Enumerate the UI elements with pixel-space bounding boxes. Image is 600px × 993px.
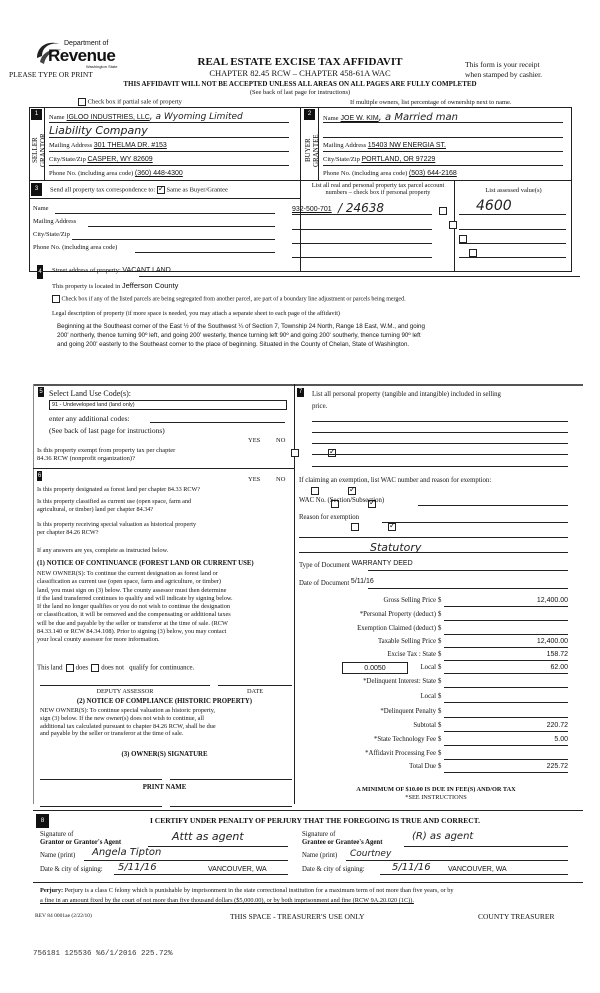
delinquent-interest-local-label: Local xyxy=(420,693,436,700)
section-8-number: 8 xyxy=(36,814,49,828)
grantee-city: VANCOUVER, WA xyxy=(448,866,507,873)
grantor-name-label: Name (print) xyxy=(40,852,76,859)
forest-land-question: Is this property designated as forest land per chapter 84.33 RCW? xyxy=(37,486,201,493)
wac-input[interactable] xyxy=(418,505,568,506)
yes-header: YES xyxy=(248,437,261,444)
deputy-assessor-signature-line[interactable] xyxy=(40,685,210,686)
yes-header: YES xyxy=(248,476,261,483)
exemption-claimed-input[interactable] xyxy=(444,625,568,635)
does-not-qualify-checkbox[interactable] xyxy=(91,664,99,672)
buyer-name-field[interactable]: Name JOE W. KIM, a Married man xyxy=(323,112,458,123)
owner-signature-line[interactable] xyxy=(40,779,162,780)
grantee-signature-line[interactable] xyxy=(404,846,568,847)
exempt-yes-checkbox[interactable] xyxy=(291,449,299,457)
land-use-label: Select Land Use Code(s): xyxy=(49,389,131,398)
notice-compliance-title: (2) NOTICE OF COMPLIANCE (HISTORIC PROPERTY) xyxy=(76,698,253,705)
delinquent-interest-state-input[interactable] xyxy=(444,678,568,688)
grantor-signature-label: Signature of Grantor or Grantor's Agent xyxy=(40,831,122,846)
county-row: This property is located in Jefferson County xyxy=(52,281,179,290)
grantor-date-handwritten: 5/11/16 xyxy=(118,862,157,873)
grantor-signature: Attt as agent xyxy=(172,830,244,843)
no-header: NO xyxy=(276,437,286,444)
seller-city-field[interactable]: City/State/Zip CASPER, WY 82609 xyxy=(49,156,153,163)
grantee-signature-label: Signature of Grantee or Grantee's Agent xyxy=(302,831,383,846)
does-qualify-checkbox[interactable] xyxy=(66,664,74,672)
seller-name-handwritten: , a Wyoming Limited xyxy=(149,112,243,122)
personal-property-line[interactable] xyxy=(312,454,568,455)
buyer-name-handwritten: , a Married man xyxy=(378,112,458,123)
grantee-date-label: Date & city of signing: xyxy=(302,866,365,873)
same-as-buyer-checkbox[interactable] xyxy=(157,186,165,194)
county-treasurer-label: COUNTY TREASURER xyxy=(478,912,555,921)
grantee-date-city-line[interactable] xyxy=(380,874,568,875)
grantee-signature: (R) as agent xyxy=(412,831,474,842)
parcel-handwritten: / 24638 xyxy=(338,201,385,215)
date-label: DATE xyxy=(246,688,264,695)
logo-dept-text: Department of xyxy=(64,40,109,47)
historical-question: Is this property receiving special valuation as historical property per chapter 84.26 RCW? xyxy=(37,521,197,536)
section-4-number: 4 xyxy=(37,265,43,279)
state-technology-fee-label: *State Technology Fee xyxy=(373,736,436,743)
buyer-grantee-label: BUYER GRANTEE xyxy=(304,134,320,167)
grantor-name-line[interactable] xyxy=(84,860,288,861)
notice-compliance-text: NEW OWNER(S): To continue special valuation as historic property, sign (3) below. If the new owner(s) does not wish to continue, all additional tax calculated pursuant to chapter 84.26 RCW, shall be due and payable by the seller or transferor at the time of sale. xyxy=(40,707,216,738)
seller-mailing-field[interactable]: Mailing Address 301 THELMA DR. #153 xyxy=(49,142,167,149)
additional-codes-label: enter any additional codes: xyxy=(49,414,130,423)
grantee-date-handwritten: 5/11/16 xyxy=(392,862,431,873)
exempt-question: Is this property exempt from property tax per chapter 84.36 RCW (nonprofit organization)? xyxy=(37,447,176,462)
seller-grantor-label: SELLER GRANTOR xyxy=(31,133,47,168)
county-value: Jefferson County xyxy=(121,281,179,290)
lower-box xyxy=(33,384,583,386)
see-back-note: (See back of last page for instructions) xyxy=(249,89,351,96)
affidavit-processing-fee-label: *Affidavit Processing Fee xyxy=(365,750,436,757)
taxable-selling-price-label: Taxable Selling Price xyxy=(377,638,436,645)
reason-input[interactable] xyxy=(382,522,568,523)
delinquent-interest-state-label: *Delinquent Interest: State xyxy=(363,678,436,685)
delinquent-interest-local-input[interactable] xyxy=(444,693,568,703)
delinquent-penalty-label: *Delinquent Penalty xyxy=(380,708,436,715)
corr-phone-input[interactable] xyxy=(135,252,275,253)
assessed-header: List assessed value(s) xyxy=(485,187,542,194)
section-2-number: 2 xyxy=(304,109,315,120)
buyer-mailing-field[interactable]: Mailing Address 15403 NW ENERGIA ST. xyxy=(323,142,446,149)
section-6-number: 6 xyxy=(37,473,42,479)
street-address-value: VACANT LAND xyxy=(122,267,171,274)
corr-mailing-label: Mailing Address xyxy=(33,218,77,225)
doc-date-row[interactable]: Date of Document 5/11/16 xyxy=(299,578,374,587)
grantee-name-line[interactable] xyxy=(346,860,568,861)
additional-codes-input[interactable] xyxy=(150,422,285,423)
historical-yes-checkbox[interactable] xyxy=(351,523,359,531)
assessor-date-line[interactable] xyxy=(218,685,292,686)
legal-line-3: and going 200' easterly to the Southeast corner to the place of beginning. Situated in the County of Chelan, State of Washington. xyxy=(57,341,410,348)
forest-yes-checkbox[interactable] xyxy=(311,487,319,495)
section-5-number: 5 xyxy=(39,389,43,395)
seller-name-value: IGLOO INDUSTRIES, LLC xyxy=(66,114,150,121)
partial-sale-row xyxy=(78,98,182,106)
parcel-header: List all real and personal property tax parcel account numbers – check box if personal property xyxy=(311,182,445,196)
state-technology-fee-input[interactable]: 5.00 xyxy=(444,736,568,746)
buyer-phone-field[interactable]: Phone No. (including area code) (503) 644-2168 xyxy=(323,170,457,177)
see-instructions-note: *SEE INSTRUCTIONS xyxy=(405,794,467,801)
segregated-checkbox[interactable] xyxy=(52,295,60,303)
owner-signature-line-2[interactable] xyxy=(170,779,292,780)
buyer-city-field[interactable]: City/State/Zip PORTLAND, OR 97229 xyxy=(323,156,436,163)
personal-property-checkbox[interactable] xyxy=(459,235,467,243)
personal-property-line[interactable] xyxy=(312,421,568,422)
delinquent-penalty-input[interactable] xyxy=(444,708,568,718)
personal-property-line[interactable] xyxy=(312,443,568,444)
taxable-selling-price-input[interactable]: 12,400.00 xyxy=(444,638,568,648)
excise-state-input[interactable]: 158.72 xyxy=(444,651,568,661)
legal-line-2: 200' northerly, thence turning 90º left, and going 200' westerly, thence turning left 90º and going 200' southerly, thence turning 90º left xyxy=(57,332,421,339)
grantor-signature-line[interactable] xyxy=(148,846,288,847)
doc-date-value: 5/11/16 xyxy=(350,578,374,585)
corr-name-input[interactable] xyxy=(55,213,275,214)
excise-local-label: Local xyxy=(420,664,436,671)
excise-local-input[interactable]: 62.00 xyxy=(444,664,568,674)
forest-no-checkbox[interactable] xyxy=(348,487,356,495)
personal-property-checkbox[interactable] xyxy=(469,249,477,257)
partial-sale-label: Check box if partial sale of property xyxy=(87,98,182,106)
personal-property-checkbox[interactable] xyxy=(449,221,457,229)
personal-property-deduct-input[interactable] xyxy=(444,611,568,621)
reason-handwritten: Statutory xyxy=(370,541,422,554)
legal-line-1: Beginning at the Southeast corner of the East ½ of the Southwest ¼ of Section 7, Township 24 North, Range 18 East, W.M., and going xyxy=(57,323,425,330)
partial-sale-checkbox[interactable] xyxy=(78,98,86,106)
grantee-name-label: Name (print) xyxy=(302,852,338,859)
receipt-note-2: when stamped by cashier. xyxy=(465,70,543,79)
grantor-city: VANCOUVER, WA xyxy=(208,866,267,873)
doc-type-value: WARRANTY DEED xyxy=(351,560,413,567)
receipt-note-1: This form is your receipt xyxy=(465,60,540,69)
grantor-date-label: Date & city of signing: xyxy=(40,866,103,873)
logo-state-text: Washington State xyxy=(86,64,118,69)
section5-see-back: (See back of last page for instructions) xyxy=(49,426,165,435)
assessed-value: 4600 xyxy=(476,198,512,214)
form-warning: THIS AFFIDAVIT WILL NOT BE ACCEPTED UNLESS ALL AREAS ON ALL PAGES ARE FULLY COMPLETED xyxy=(123,80,477,88)
personal-property-line[interactable] xyxy=(312,466,568,467)
current-use-question: Is this property classified as current use (open space, farm and agricultural, or timber) land per chapter 84.34? xyxy=(37,498,192,513)
print-name-label: PRINT NAME xyxy=(142,784,187,791)
historical-no-checkbox[interactable] xyxy=(388,523,396,531)
reason-label: Reason for exemption xyxy=(299,514,360,521)
corr-city-label: City/State/Zip xyxy=(33,231,70,238)
legal-description-label: Legal description of property (if more space is needed, you may attach a separate sheet to each page of the affidavit) xyxy=(52,310,340,317)
gross-selling-price-label: Gross Selling Price xyxy=(383,597,436,604)
revision-code: REV 84 0001ae (2/22/10) xyxy=(35,913,92,919)
parcel-number: 932-500-701 xyxy=(292,206,332,213)
land-use-select[interactable]: 91 - Undeveloped land (land only) xyxy=(49,400,287,410)
excise-state-label: Excise Tax : State xyxy=(387,651,436,658)
segregated-row: Check box if any of the listed parcels are being segregated from another parcel, are part of a boundary line adjustment or parcels being merged. xyxy=(52,295,406,303)
doc-type-row[interactable]: Type of Document WARRANTY DEED xyxy=(299,560,413,569)
personal-property-label: List all personal property (tangible and intangible) included in selling price. xyxy=(312,391,501,410)
gross-selling-price-input[interactable]: 12,400.00 xyxy=(444,597,568,607)
corr-phone-label: Phone No. (including area code) xyxy=(33,244,118,251)
personal-property-line[interactable] xyxy=(312,432,568,433)
exemption-label: If claiming an exemption, list WAC number and reason for exemption: xyxy=(299,477,492,484)
total-due-input[interactable]: 225.72 xyxy=(444,763,568,773)
subtotal-label: Subtotal xyxy=(413,722,436,729)
notice-continuance-text: NEW OWNER(S): To continue the current designation as forest land or classification as current use (open space, farm and agriculture, or timber) land, you must sign on (3) below. The county assessor must then determine if the land transferred continues to qualify and will indicate by signing below. If the land no longer qualifies or you do not wish to continue the designation or classification, it will be removed and the compensating or additional taxes will be due and payable by the seller or transferor at the time of sale. (RCW 84.33.140 or RCW 84.34.108). Prior to signing (3) below, you may contact your local county assessor for more information. xyxy=(37,570,233,644)
treasurer-stamp: 756181 125536 %6/1/2016 225.72% xyxy=(33,950,173,958)
send-correspondence-row: Send all property tax correspondence to: ✓ Same as Buyer/Grantee xyxy=(50,186,228,194)
street-address-field[interactable]: Street address of property: VACANT LAND xyxy=(52,267,171,274)
wac-label: WAC No. (Section/Subsection) xyxy=(299,497,385,504)
please-type: PLEASE TYPE OR PRINT xyxy=(9,70,93,79)
if-yes-instruction: If any answers are yes, complete as instructed below. xyxy=(37,547,169,554)
total-due-label: Total Due xyxy=(409,763,436,770)
notice-continuance-title: (1) NOTICE OF CONTINUANCE (FOREST LAND OR CURRENT USE) xyxy=(37,560,254,567)
owner-signature-title: (3) OWNER(S) SIGNATURE xyxy=(121,751,208,758)
print-name-line-2[interactable] xyxy=(170,806,292,807)
perjury-line-1: Perjury: Perjury is a class C felony which is punishable by imprisonment in the state correctional institution for a maximum term of not more than five years, or by xyxy=(40,887,454,894)
affidavit-processing-fee-input[interactable] xyxy=(444,750,568,760)
corr-name-label: Name xyxy=(33,205,49,212)
section-7-number: 7 xyxy=(298,389,303,395)
section-1-number: 1 xyxy=(31,109,42,120)
seller-phone-field[interactable]: Phone No. (including area code) (360) 448-4300 xyxy=(49,170,183,177)
form-chapter: CHAPTER 82.45 RCW – CHAPTER 458-61A WAC xyxy=(209,68,391,78)
grantor-date-city-line[interactable] xyxy=(114,874,288,875)
subtotal-input[interactable]: 220.72 xyxy=(444,722,568,732)
personal-property-deduct-label: *Personal Property (deduct) xyxy=(359,611,436,618)
deputy-assessor-label: DEPUTY ASSESSOR xyxy=(96,688,154,695)
section-3-number: 3 xyxy=(31,183,42,196)
minimum-due-note: A MINIMUM OF $10.00 IS DUE IN FEE(S) AND/OR TAX xyxy=(356,786,516,793)
corr-mailing-input[interactable] xyxy=(88,226,275,227)
perjury-line-2: a fine in an amount fixed by the court of not more than five thousand dollars ($5,000.00), or by both imprisonment and fine (RCW 9A.20.020 (1C)). xyxy=(40,897,414,904)
exemption-claimed-label: Exemption Claimed (deduct) xyxy=(357,625,436,632)
logo-revenue-text: Revenue xyxy=(48,46,116,65)
personal-property-checkbox[interactable] xyxy=(439,207,447,215)
local-rate-box[interactable]: 0.0050 xyxy=(342,662,408,674)
print-name-line[interactable] xyxy=(40,806,162,807)
multiple-owners-note: If multiple owners, list percentage of ownership next to name. xyxy=(350,99,512,106)
corr-city-input[interactable] xyxy=(72,239,275,240)
grantee-name-handwritten: Courtney xyxy=(350,849,392,859)
treasurer-space-label: THIS SPACE - TREASURER'S USE ONLY xyxy=(230,912,365,921)
grantor-name-handwritten: Angela Tipton xyxy=(92,847,162,858)
no-header: NO xyxy=(276,476,286,483)
seller-name-handwritten-2: Liability Company xyxy=(49,124,148,137)
buyer-name-value: JOE W. KIM xyxy=(340,115,379,122)
form-title: REAL ESTATE EXCISE TAX AFFIDAVIT xyxy=(197,56,403,68)
seller-name-field[interactable]: Name IGLOO INDUSTRIES, LLC, a Wyoming Limited xyxy=(49,112,243,122)
continuance-row: This land does does not qualify for continuance. xyxy=(37,664,195,672)
certify-statement: I CERTIFY UNDER PENALTY OF PERJURY THAT THE FOREGOING IS TRUE AND CORRECT. xyxy=(149,816,480,825)
